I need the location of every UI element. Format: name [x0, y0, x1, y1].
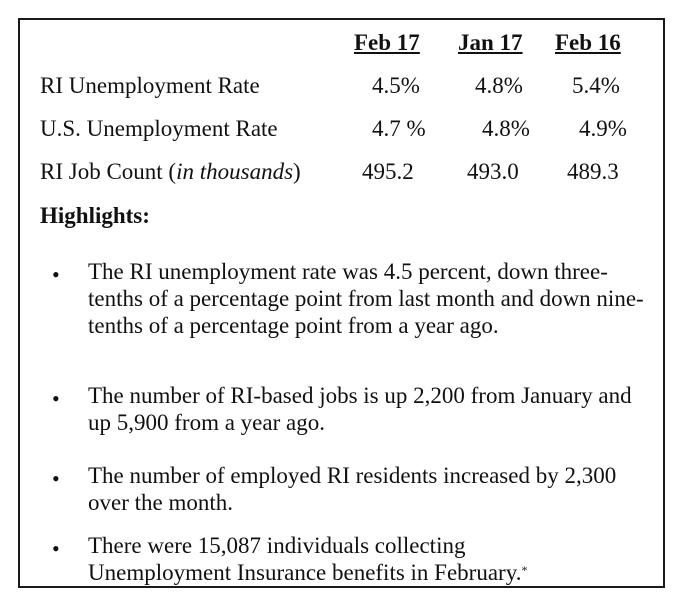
value-jobs-feb17: 495.2 [362, 159, 414, 184]
row-label-end: ) [293, 159, 301, 184]
column-header-feb-17: Feb 17 [354, 30, 420, 55]
column-header-feb-16: Feb 16 [555, 30, 621, 55]
row-label-main: RI Job Count ( [40, 159, 177, 184]
value-us-unemp-feb17: 4.7 % [372, 116, 426, 141]
column-header-jan-17: Jan 17 [458, 30, 523, 55]
value-ri-unemp-feb16: 5.4% [572, 73, 620, 98]
value-ri-unemp-feb17: 4.5% [372, 73, 420, 98]
highlight-bullet-2: The number of RI-based jobs is up 2,200 from January and up 5,900 from a year ago. [88, 383, 632, 435]
value-ri-unemp-jan17: 4.8% [475, 73, 523, 98]
bullet-marker: • [52, 386, 60, 411]
highlight-bullet-4 [88, 532, 608, 586]
value-jobs-jan17: 493.0 [467, 159, 519, 184]
row-label-us-unemployment: U.S. Unemployment Rate [40, 116, 278, 141]
highlight-bullet-1: The RI unemployment rate was 4.5 percent, down three-tenths of a percentage point from last month and down nine-tenths of a percentage point from a year ago. [88, 259, 644, 338]
row-label-ri-unemployment: RI Unemployment Rate [40, 73, 260, 98]
bullet-marker: • [52, 536, 60, 561]
bullet-marker: • [52, 466, 60, 491]
highlight-bullet-4-text: There were 15,087 individuals collecting Unemployment Insurance benefits in February. [88, 533, 522, 585]
row-label-ri-job-count [40, 159, 301, 185]
row-label-italic: in thousands [176, 159, 294, 184]
bullet-marker: • [52, 262, 60, 287]
footnote-marker: * [521, 563, 528, 577]
value-us-unemp-feb16: 4.9% [579, 116, 627, 141]
value-us-unemp-jan17: 4.8% [482, 116, 530, 141]
highlights-heading: Highlights: [40, 203, 150, 228]
highlight-bullet-3: The number of employed RI residents increased by 2,300 over the month. [88, 463, 617, 515]
value-jobs-feb16: 489.3 [567, 159, 619, 184]
